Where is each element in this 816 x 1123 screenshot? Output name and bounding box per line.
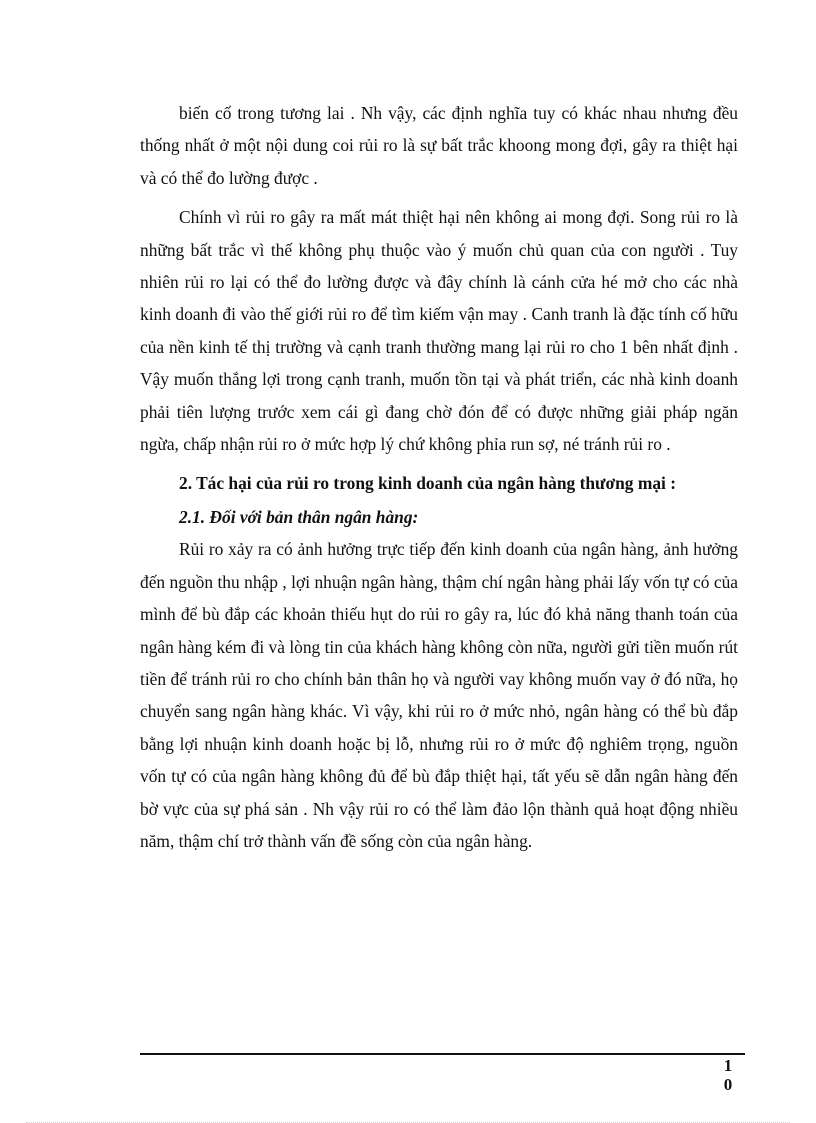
page-number-digit-2: 0 [723, 1075, 733, 1094]
footer-divider [140, 1053, 745, 1055]
paragraph-bank-impact: Rủi ro xảy ra có ảnh hưởng trực tiếp đến kinh doanh của ngân hàng, ảnh hưởng đến nguồn thu nhập , lợi nhuận ngân hàng, thậm chí ngân hàng phải lấy vốn tự có của mình để bù đắp các khoản thiếu hụt do rủi ro gây ra, lúc đó khả năng thanh toán của ngân hàng kém đi và lòng tin của khách hàng không còn nữa, người gửi tiền muốn rút tiền để tránh rủi ro cho chính bản thân họ và người vay không muốn vay ở đó nữa, họ chuyển sang ngân hàng khác. Vì vậy, khi rủi ro ở mức nhỏ, ngân hàng có thể bù đắp bằng lợi nhuận kinh doanh hoặc bị lỗ, nhưng rủi ro ở mức độ nghiêm trọng, nguồn vốn tự có của ngân hàng không đủ để bù đắp thiệt hại, tất yếu sẽ dẫn ngân hàng đến bờ vực của sự phá sản . Nh vậy rủi ro có thể làm đảo lộn thành quả hoạt động nhiều năm, thậm chí trở thành vấn đề sống còn của ngân hàng. [140, 539, 738, 851]
paragraph-risk-opportunity: Chính vì rủi ro gây ra mất mát thiệt hại nên không ai mong đợi. Song rủi ro là những bất trắc vì thế không phụ thuộc vào ý muốn chủ quan của con người . Tuy nhiên rủi ro lại có thể đo lường được và đây chính là cánh cửa hé mở cho các nhà kinh doanh đi vào thế giới rủi ro để tìm kiếm vận may . Canh tranh là đặc tính cố hữu của nền kinh tế thị trường và cạnh tranh thường mang lại rủi ro cho 1 bên nhất định . Vậy muốn thắng lợi trong cạnh tranh, muốn tồn tại và phát triển, các nhà kinh doanh phải tiên lượng trước xem cái gì đang chờ đón để có được những giải pháp ngăn ngừa, chấp nhận rủi ro ở mức hợp lý chứ không phỉa run sợ, né tránh rủi ro . [140, 207, 738, 455]
page-number-digit-1: 1 [723, 1056, 733, 1075]
section-heading-2: 2. Tác hại của rủi ro trong kinh doanh của ngân hàng thương mại : [179, 473, 676, 494]
page-number [716, 1056, 740, 1094]
subsection-heading-2-1: 2.1. Đối với bản thân ngân hàng: [179, 506, 419, 527]
document-body [140, 97, 738, 864]
paragraph-risk-definition: biến cố trong tương lai . Nh vậy, các định nghĩa tuy có khác nhau nhưng đều thống nhất ở một nội dung coi rủi ro là sự bất trắc khoong mong đợi, gây ra thiệt hại và có thể đo lường được . [140, 103, 738, 188]
